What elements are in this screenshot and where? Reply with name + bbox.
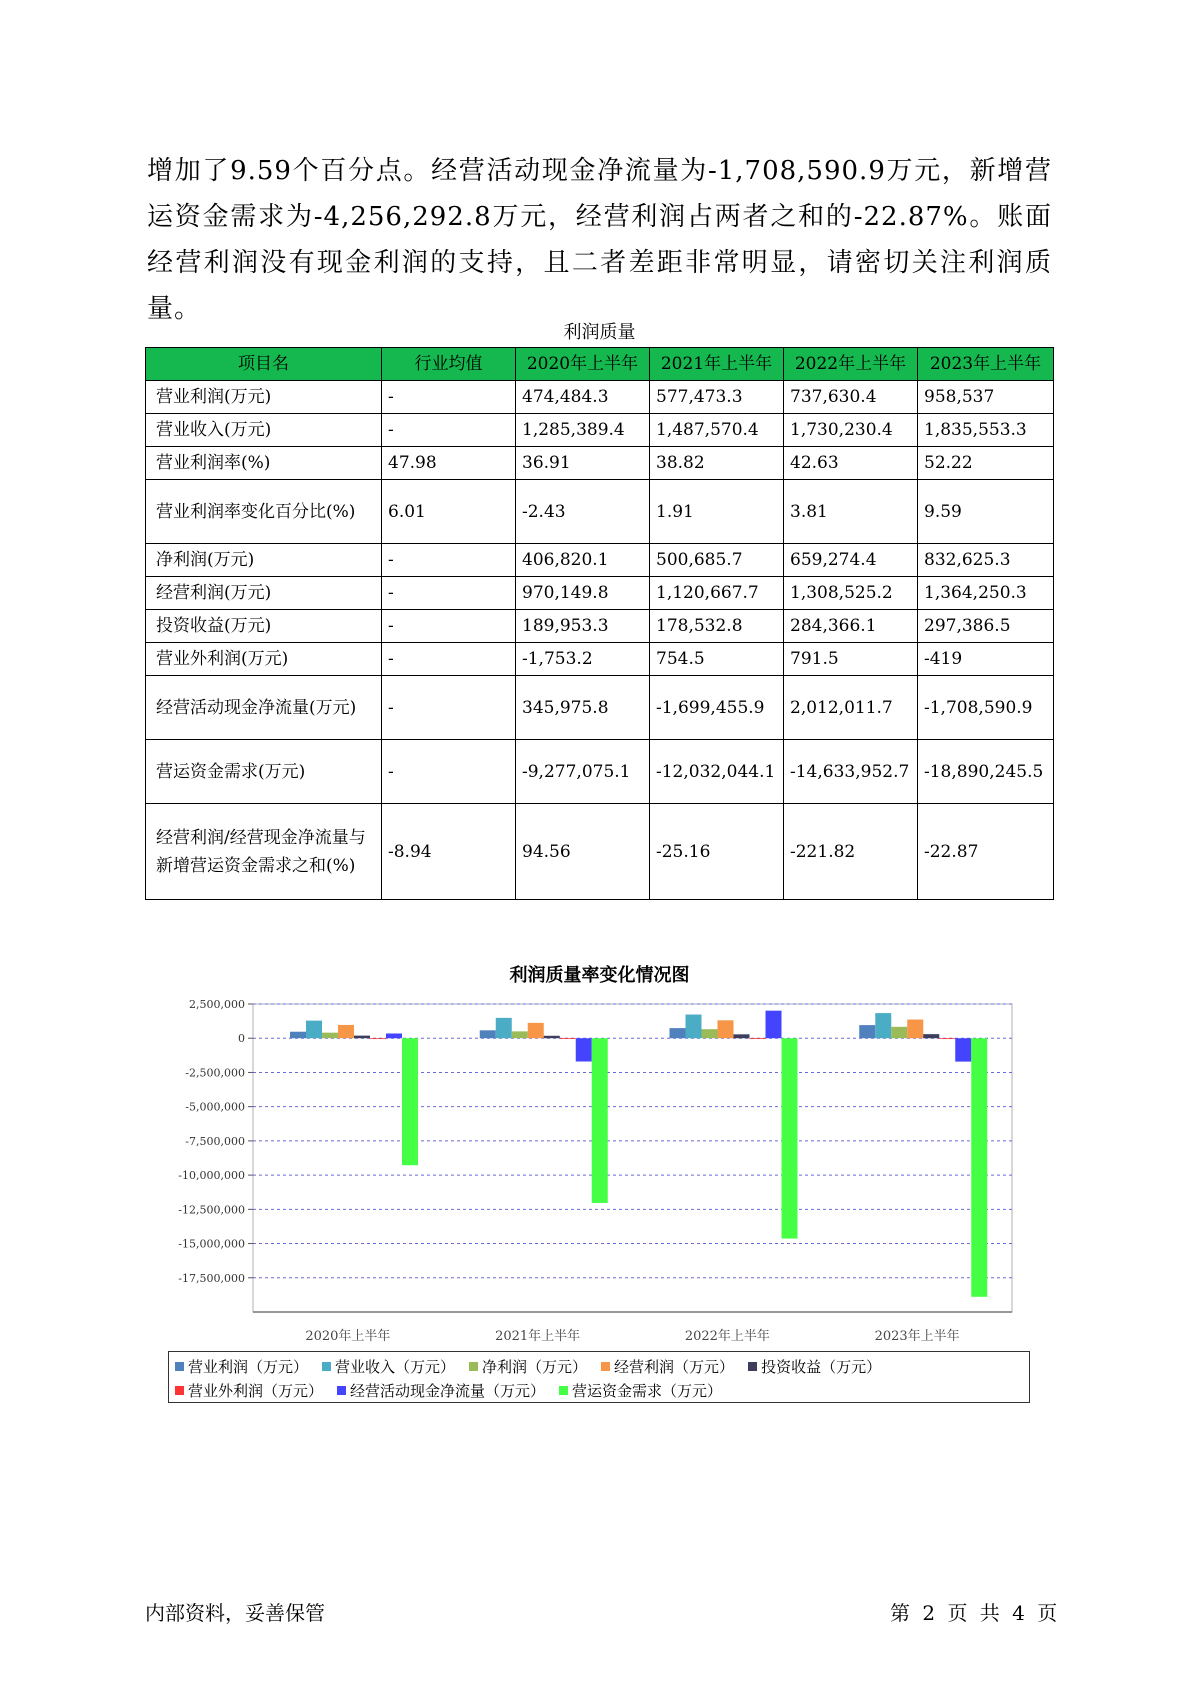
- table-cell: 1,364,250.3: [918, 577, 1054, 610]
- legend-label: 经营活动现金净流量（万元）: [350, 1381, 546, 1400]
- table-cell: -1,699,455.9: [650, 676, 784, 740]
- table-cell: 1,487,570.4: [650, 414, 784, 447]
- table-cell: -: [382, 610, 516, 643]
- table-cell: -12,032,044.1: [650, 740, 784, 804]
- row-label: 营业利润(万元): [146, 381, 382, 414]
- table-cell: 94.56: [516, 804, 650, 900]
- table-cell: -9,277,075.1: [516, 740, 650, 804]
- bar: [702, 1029, 718, 1038]
- table-cell: 47.98: [382, 447, 516, 480]
- row-label: 经营利润(万元): [146, 577, 382, 610]
- bar: [750, 1038, 766, 1039]
- table-cell: -419: [918, 643, 1054, 676]
- y-tick-label: -7,500,000: [185, 1134, 245, 1148]
- legend-label: 营业外利润（万元）: [188, 1381, 324, 1400]
- bar: [592, 1038, 608, 1203]
- table-cell: -22.87: [918, 804, 1054, 900]
- legend-item: [601, 1356, 734, 1377]
- legend-item: [469, 1356, 587, 1377]
- table-cell: 2,012,011.7: [784, 676, 918, 740]
- bar: [859, 1025, 875, 1038]
- table-cell: 958,537: [918, 381, 1054, 414]
- row-label: 营业利润率变化百分比(%): [146, 480, 382, 544]
- plot-area: [253, 1004, 1012, 1312]
- table-cell: -: [382, 381, 516, 414]
- bar: [370, 1038, 386, 1039]
- row-label: 营运资金需求(万元): [146, 740, 382, 804]
- table-cell: -8.94: [382, 804, 516, 900]
- y-tick-label: -5,000,000: [185, 1100, 245, 1114]
- table-cell: 38.82: [650, 447, 784, 480]
- bar: [955, 1038, 971, 1061]
- table-cell: 970,149.8: [516, 577, 650, 610]
- table-cell: 345,975.8: [516, 676, 650, 740]
- row-label: 营业利润率(%): [146, 447, 382, 480]
- table-cell: 577,473.3: [650, 381, 784, 414]
- row-label: 经营活动现金净流量(万元): [146, 676, 382, 740]
- bar: [923, 1034, 939, 1038]
- column-header: 行业均值: [382, 348, 516, 381]
- legend-item: [559, 1380, 722, 1401]
- table-cell: 1,730,230.4: [784, 414, 918, 447]
- column-header: 2023年上半年: [918, 348, 1054, 381]
- legend-label: 营业收入（万元）: [335, 1357, 456, 1376]
- table-cell: -: [382, 414, 516, 447]
- table-cell: -14,633,952.7: [784, 740, 918, 804]
- bar: [971, 1038, 987, 1297]
- row-label: 经营利润/经营现金净流量与新增营运资金需求之和(%): [146, 804, 382, 900]
- y-tick-label: -12,500,000: [178, 1203, 245, 1217]
- table-cell: 1,120,667.7: [650, 577, 784, 610]
- table-cell: 284,366.1: [784, 610, 918, 643]
- bar: [402, 1038, 418, 1165]
- table-cell: 42.63: [784, 447, 918, 480]
- bar: [734, 1034, 750, 1038]
- bar: [576, 1038, 592, 1061]
- legend-label: 经营利润（万元）: [614, 1357, 735, 1376]
- bar: [480, 1030, 496, 1038]
- table-cell: -1,753.2: [516, 643, 650, 676]
- column-header: 2020年上半年: [516, 348, 650, 381]
- y-tick-label: -17,500,000: [178, 1271, 245, 1285]
- column-header: 2021年上半年: [650, 348, 784, 381]
- table-cell: 737,630.4: [784, 381, 918, 414]
- x-tick-label: 2021年上半年: [495, 1329, 581, 1344]
- y-tick-label: 0: [238, 1032, 245, 1046]
- table-cell: 9.59: [918, 480, 1054, 544]
- table-cell: -: [382, 577, 516, 610]
- table-cell: -: [382, 643, 516, 676]
- table-cell: 36.91: [516, 447, 650, 480]
- table-cell: 832,625.3: [918, 544, 1054, 577]
- legend-swatch: [337, 1386, 346, 1395]
- legend-item: [748, 1356, 881, 1377]
- table-cell: 1,835,553.3: [918, 414, 1054, 447]
- bar: [512, 1031, 528, 1038]
- table-cell: 178,532.8: [650, 610, 784, 643]
- legend-swatch: [469, 1362, 478, 1371]
- table-cell: 3.81: [784, 480, 918, 544]
- table-cell: 474,484.3: [516, 381, 650, 414]
- table-cell: 754.5: [650, 643, 784, 676]
- footer-confidential-note: 内部资料，妥善保管: [145, 1601, 325, 1625]
- table-cell: -: [382, 544, 516, 577]
- bar: [496, 1018, 512, 1038]
- bar: [875, 1013, 891, 1038]
- table-cell: 6.01: [382, 480, 516, 544]
- bar: [782, 1038, 798, 1238]
- bar: [907, 1020, 923, 1039]
- legend-swatch: [748, 1362, 757, 1371]
- table-cell: -25.16: [650, 804, 784, 900]
- table-cell: 52.22: [918, 447, 1054, 480]
- row-label: 投资收益(万元): [146, 610, 382, 643]
- row-label: 营业收入(万元): [146, 414, 382, 447]
- footer-page-number: 第 2 页 共 4 页: [890, 1601, 1058, 1625]
- chart-legend: [168, 1351, 1030, 1403]
- bar: [322, 1033, 338, 1039]
- legend-item: [175, 1380, 323, 1401]
- table-cell: -2.43: [516, 480, 650, 544]
- bar: [528, 1023, 544, 1038]
- bar: [560, 1038, 576, 1039]
- table-cell: -1,708,590.9: [918, 676, 1054, 740]
- table-cell: -: [382, 740, 516, 804]
- table-cell: 1.91: [650, 480, 784, 544]
- x-tick-label: 2023年上半年: [874, 1329, 960, 1344]
- chart-title: 利润质量率变化情况图: [509, 965, 690, 986]
- summary-paragraph: 增加了9.59个百分点。经营活动现金净流量为-1,708,590.9万元，新增营运资金需求为-4,256,292.8万元，经营利润占两者之和的-22.87%。账面经营利润没有现金利润的支持，且二者差距非常明显，请密切关注利润质量。: [147, 156, 1052, 324]
- bar: [891, 1027, 907, 1038]
- table-cell: 500,685.7: [650, 544, 784, 577]
- row-label: 净利润(万元): [146, 544, 382, 577]
- table-cell: -18,890,245.5: [918, 740, 1054, 804]
- legend-item: [337, 1380, 545, 1401]
- bar: [544, 1036, 560, 1038]
- table-caption: 利润质量: [563, 322, 636, 343]
- legend-swatch: [175, 1362, 184, 1371]
- legend-item: [322, 1356, 455, 1377]
- table-cell: 189,953.3: [516, 610, 650, 643]
- bar: [686, 1015, 702, 1039]
- table-cell: 406,820.1: [516, 544, 650, 577]
- legend-label: 营运资金需求（万元）: [572, 1381, 723, 1400]
- legend-swatch: [175, 1386, 184, 1395]
- legend-swatch: [601, 1362, 610, 1371]
- table-cell: 659,274.4: [784, 544, 918, 577]
- table-cell: 1,308,525.2: [784, 577, 918, 610]
- bar: [766, 1011, 782, 1039]
- row-label: 营业外利润(万元): [146, 643, 382, 676]
- table-cell: -: [382, 676, 516, 740]
- bar: [354, 1036, 370, 1039]
- table-cell: -221.82: [784, 804, 918, 900]
- table-cell: 1,285,389.4: [516, 414, 650, 447]
- bar: [670, 1028, 686, 1038]
- y-tick-label: 2,500,000: [189, 998, 245, 1011]
- bar: [338, 1025, 354, 1038]
- x-tick-label: 2020年上半年: [305, 1329, 391, 1344]
- bar: [718, 1020, 734, 1038]
- y-tick-label: -2,500,000: [185, 1066, 245, 1080]
- legend-swatch: [559, 1386, 568, 1395]
- bar: [939, 1038, 955, 1039]
- table-cell: 297,386.5: [918, 610, 1054, 643]
- bar: [306, 1021, 322, 1039]
- column-header: 项目名: [146, 348, 382, 381]
- legend-swatch: [322, 1362, 331, 1371]
- y-tick-label: -10,000,000: [178, 1169, 245, 1183]
- legend-label: 营业利润（万元）: [188, 1357, 309, 1376]
- table-cell: 791.5: [784, 643, 918, 676]
- column-header: 2022年上半年: [784, 348, 918, 381]
- bar: [290, 1032, 306, 1038]
- legend-label: 净利润（万元）: [482, 1357, 588, 1376]
- legend-label: 投资收益（万元）: [761, 1357, 882, 1376]
- legend-item: [175, 1356, 308, 1377]
- y-tick-label: -15,000,000: [178, 1237, 245, 1251]
- bar: [386, 1033, 402, 1038]
- x-tick-label: 2022年上半年: [684, 1329, 770, 1344]
